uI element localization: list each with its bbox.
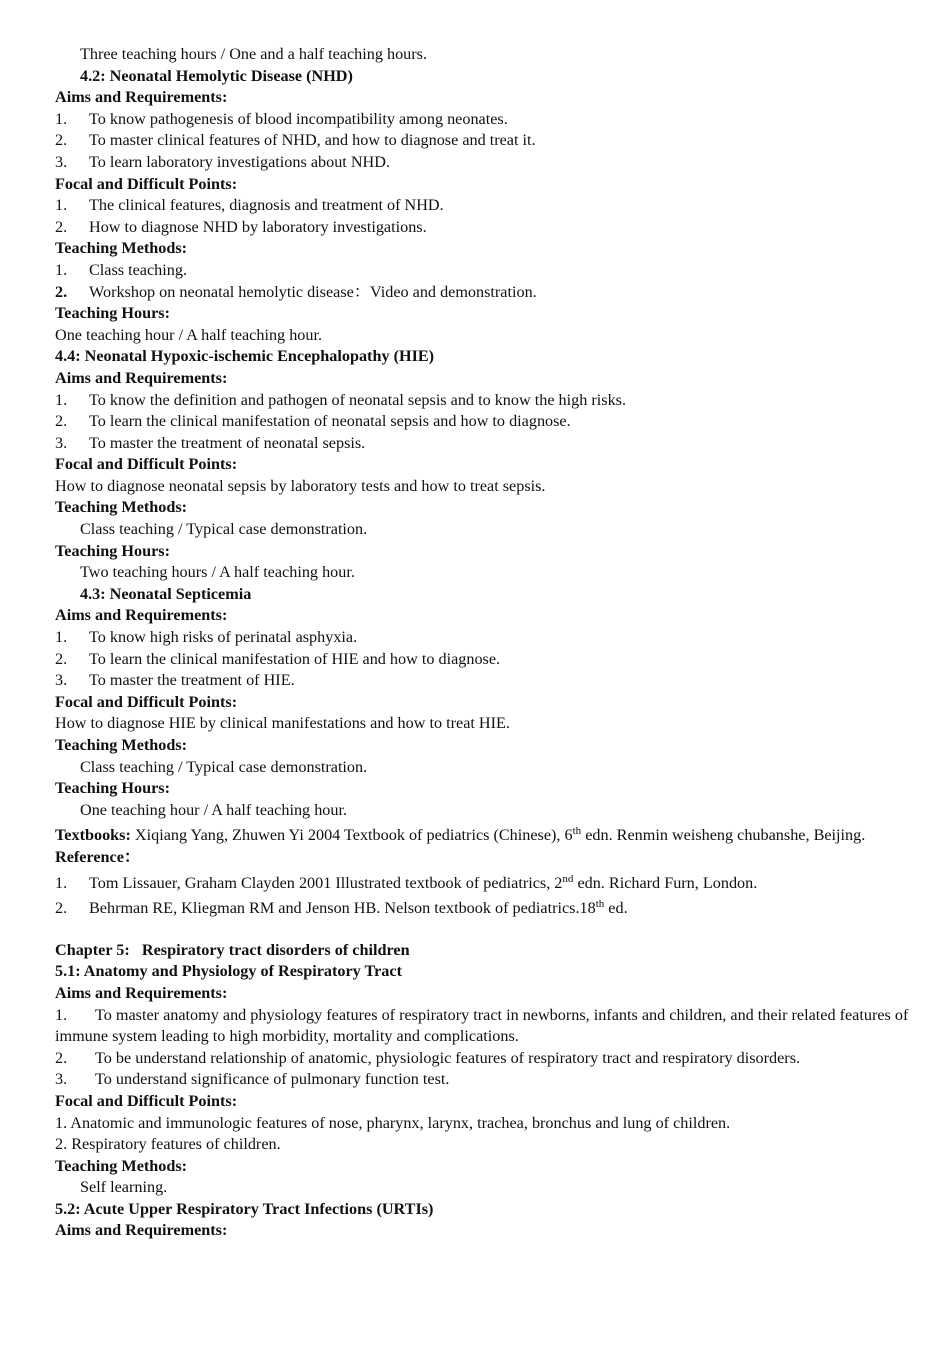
section-5-1-title: 5.1: Anatomy and Physiology of Respiratory Tract — [55, 962, 402, 981]
list-item: 1. Class teaching. — [55, 260, 188, 279]
list-item: 2. To learn the clinical manifestation of neonatal sepsis and how to diagnose. — [55, 412, 571, 431]
focal-heading: Focal and Difficult Points: — [55, 692, 238, 711]
list-item: 1. To know high risks of perinatal asphyxia. — [55, 628, 358, 647]
list-item: 2. To be understand relationship of anatomic, physiologic features of respiratory tract and respiratory disorders. — [55, 1048, 801, 1067]
methods-heading: Teaching Methods: — [55, 239, 188, 258]
section-5-2-title: 5.2: Acute Upper Respiratory Tract Infections (URTIs) — [55, 1199, 434, 1218]
hours-text: Two teaching hours / A half teaching hour. — [80, 563, 355, 582]
aims-heading: Aims and Requirements: — [55, 606, 228, 625]
list-item: 2. Respiratory features of children. — [55, 1135, 281, 1154]
list-item: 1. The clinical features, diagnosis and treatment of NHD. — [55, 196, 444, 215]
list-item: 1. To master anatomy and physiology features of respiratory tract in newborns, infants and children, and their related features of immune system leading to high morbidity, mortality and complications. — [55, 1005, 909, 1046]
focal-heading: Focal and Difficult Points: — [55, 1091, 238, 1110]
focal-text: How to diagnose neonatal sepsis by laboratory tests and how to treat sepsis. — [55, 476, 546, 495]
chapter-5-title: Chapter 5: Respiratory tract disorders of children — [55, 940, 410, 959]
section-4-2-title: 4.2: Neonatal Hemolytic Disease (NHD) — [80, 66, 353, 85]
list-item: 2. To learn the clinical manifestation of HIE and how to diagnose. — [55, 649, 501, 668]
list-item: 3. To learn laboratory investigations about NHD. — [55, 152, 390, 171]
section-4-3-title: 4.3: Neonatal Septicemia — [80, 584, 252, 603]
hours-text: One teaching hour / A half teaching hour. — [80, 800, 348, 819]
list-item: 3. To master the treatment of HIE. — [55, 671, 295, 690]
textbooks: Textbooks: Xiqiang Yang, Zhuwen Yi 2004 Textbook of pediatrics (Chinese), 6th edn. Renmin weisheng chubanshe, Beijing. — [55, 825, 866, 845]
methods-heading: Teaching Methods: — [55, 498, 188, 517]
hours-heading: Teaching Hours: — [55, 304, 170, 323]
focal-heading: Focal and Difficult Points: — [55, 455, 238, 474]
hours-heading: Teaching Hours: — [55, 779, 170, 798]
focal-heading: Focal and Difficult Points: — [55, 174, 238, 193]
aims-heading: Aims and Requirements: — [55, 1221, 228, 1240]
methods-heading: Teaching Methods: — [55, 736, 188, 754]
aims-heading: Aims and Requirements: — [55, 983, 228, 1002]
reference-item: 2. Behrman RE, Kliegman RM and Jenson HB. Nelson textbook of pediatrics.18th ed. — [55, 898, 628, 918]
hours-heading: Teaching Hours: — [55, 541, 170, 560]
list-item: 1. To know the definition and pathogen of neonatal sepsis and to know the high risks. — [55, 390, 627, 409]
list-item: 2. Workshop on neonatal hemolytic disease：Video and demonstration. — [55, 282, 537, 301]
list-item: 1. To know pathogenesis of blood incompatibility among neonates. — [55, 109, 508, 128]
methods-text: Class teaching / Typical case demonstration. — [80, 520, 368, 539]
methods-heading: Teaching Methods: — [55, 1156, 188, 1175]
list-item: 3. To understand significance of pulmonary function test. — [55, 1070, 450, 1089]
intro-hours: Three teaching hours / One and a half teaching hours. — [80, 45, 428, 63]
aims-heading: Aims and Requirements: — [55, 368, 228, 387]
aims-heading: Aims and Requirements: — [55, 88, 228, 107]
hours-text: One teaching hour / A half teaching hour. — [55, 325, 323, 344]
list-item: 2. To master clinical features of NHD, and how to diagnose and treat it. — [55, 131, 536, 150]
list-item: 2. How to diagnose NHD by laboratory investigations. — [55, 217, 427, 236]
methods-text: Class teaching / Typical case demonstration. — [80, 757, 368, 776]
list-item: 1. Anatomic and immunologic features of nose, pharynx, larynx, trachea, bronchus and lung of children. — [55, 1113, 731, 1132]
document-page — [55, 44, 915, 1242]
methods-text: Self learning. — [80, 1178, 168, 1197]
list-item: 3. To master the treatment of neonatal sepsis. — [55, 433, 366, 452]
focal-text: How to diagnose HIE by clinical manifestations and how to treat HIE. — [55, 714, 510, 733]
textbooks-label: Textbooks: — [55, 826, 131, 845]
reference-label: Reference： — [55, 847, 141, 866]
section-4-4-title: 4.4: Neonatal Hypoxic-ischemic Encephalopathy (HIE) — [55, 347, 435, 366]
reference-item: 1. Tom Lissauer, Graham Clayden 2001 Illustrated textbook of pediatrics, 2nd edn. Richard Furn, London. — [55, 872, 758, 892]
